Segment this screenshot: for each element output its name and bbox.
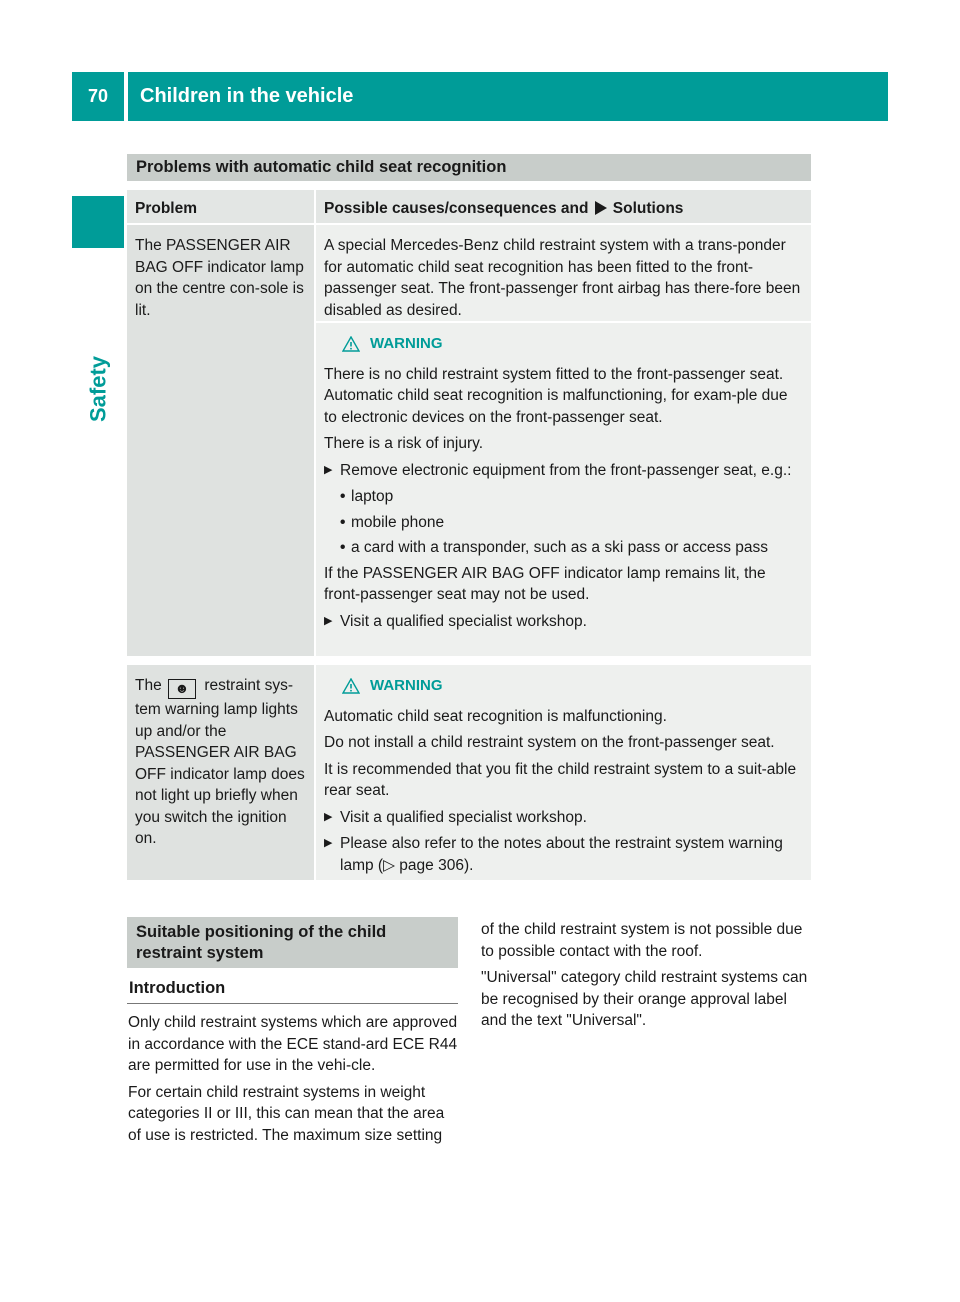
column-header-solutions-post: Solutions <box>612 200 684 217</box>
row2-line3: It is recommended that you fit the child restraint system to a suit-able rear seat. <box>324 760 797 799</box>
row2-step1 <box>324 807 803 829</box>
step-arrow-icon: ▶ <box>324 614 333 627</box>
subsection-title: Introduction <box>127 978 458 1004</box>
restraint-system-warning-lamp-icon: ☻ <box>168 679 196 699</box>
row2-warning-heading <box>342 675 803 697</box>
row1-bullet-1 <box>340 486 803 508</box>
step-arrow-icon: ▶ <box>324 463 333 476</box>
row2-step1-text: Visit a qualified specialist workshop. <box>340 808 587 826</box>
row1-problem-cell <box>127 225 314 656</box>
action-arrow-icon <box>595 201 607 215</box>
row2-problem-pre: The <box>135 677 162 694</box>
right-column-text <box>481 919 812 1037</box>
left-paragraph-2: For certain child restraint systems in weight categories II or III, this can mean that the area of use is restricted. The maximum size setting <box>128 1083 445 1144</box>
step-arrow-icon: ▶ <box>324 810 333 823</box>
row2-step2 <box>324 833 803 876</box>
bullet-icon: • <box>340 539 346 556</box>
row1-note-text: If the PASSENGER AIR BAG OFF indicator lamp remains lit, the front-passenger seat may not be used. <box>324 564 766 603</box>
left-paragraph-1: Only child restraint systems which are approved in accordance with the ECE stand-ard ECE R44 are permitted for use in the vehi-cle. <box>128 1014 458 1074</box>
row2-problem <box>135 675 306 850</box>
row1-bullet-2 <box>340 512 803 534</box>
page-number: 70 <box>72 72 124 121</box>
step-arrow-icon: ▶ <box>324 837 333 849</box>
side-section-label: Safety <box>85 355 111 422</box>
row2-step2-text: Please also refer to the notes about the restraint system warning lamp (▷ page 306). <box>340 835 783 874</box>
row1-step2 <box>324 611 803 633</box>
bullet-icon: • <box>340 513 346 531</box>
row2-line2: Do not install a child restraint system on the front-passenger seat. <box>324 734 775 751</box>
row1-warning-cell <box>316 323 811 656</box>
right-paragraph-2: "Universal" category child restraint systems can be recognised by their orange approval label and the text "Universal". <box>481 969 808 1029</box>
warning-triangle-icon <box>342 336 360 352</box>
row1-step1-text: Remove electronic equipment from the front-passenger seat, e.g.: <box>340 461 792 479</box>
row1-step2-text: Visit a qualified specialist workshop. <box>340 612 587 630</box>
right-paragraph-1: of the child restraint system is not possible due to possible contact with the roof. <box>481 921 803 960</box>
table-title: Problems with automatic child seat recognition <box>127 154 811 181</box>
warning-triangle-icon <box>342 678 360 694</box>
left-column-text <box>128 1012 459 1151</box>
section-marker-block <box>72 196 124 248</box>
row1-bullet-3 <box>340 537 803 559</box>
row1-step1 <box>324 460 803 482</box>
column-header-problem <box>127 190 314 223</box>
row2-warning-label: WARNING <box>370 677 443 694</box>
row2-solution-cell <box>316 665 811 880</box>
section-title: Suitable positioning of the child restraint system <box>127 917 458 968</box>
row1-bullet-2-text: mobile phone <box>351 513 445 531</box>
row1-cause-cell <box>316 225 811 321</box>
row1-problem-text: The PASSENGER AIR BAG OFF indicator lamp on the centre con-sole is lit. <box>135 237 304 319</box>
chapter-title: Children in the vehicle <box>128 72 888 121</box>
column-header-solutions-pre: Possible causes/consequences and <box>324 200 589 217</box>
row1-warning-heading <box>342 333 803 355</box>
column-header-solutions <box>316 190 811 223</box>
row1-bullet-3-text: a card with a transponder, such as a ski pass or access pass <box>351 539 768 556</box>
row2-problem-cell <box>127 665 314 880</box>
row1-warning-label: WARNING <box>370 335 443 352</box>
row1-risk-text: There is a risk of injury. <box>324 435 484 452</box>
column-header-problem-label: Problem <box>135 200 198 217</box>
row1-cause-text: A special Mercedes-Benz child restraint system with a trans-ponder for automatic child seat recognition has been fitted to the front-passenger seat. The front-passenger front airbag has there-fore been disabled as desired. <box>324 237 801 319</box>
row2-problem-post: restraint sys-tem warning lamp lights up and/or the PASSENGER AIR BAG OFF indicator lamp does not light up briefly when you switch the ignition on. <box>135 677 305 847</box>
row2-line1: Automatic child seat recognition is malfunctioning. <box>324 707 667 725</box>
row1-bullet-1-text: laptop <box>351 488 394 505</box>
bullet-icon: • <box>340 488 346 505</box>
row1-warning-text: There is no child restraint system fitted to the front-passenger seat. Automatic child seat recognition is malfunctioning, for exam-ple due to electronic devices on the front-passenger seat. <box>324 365 788 426</box>
